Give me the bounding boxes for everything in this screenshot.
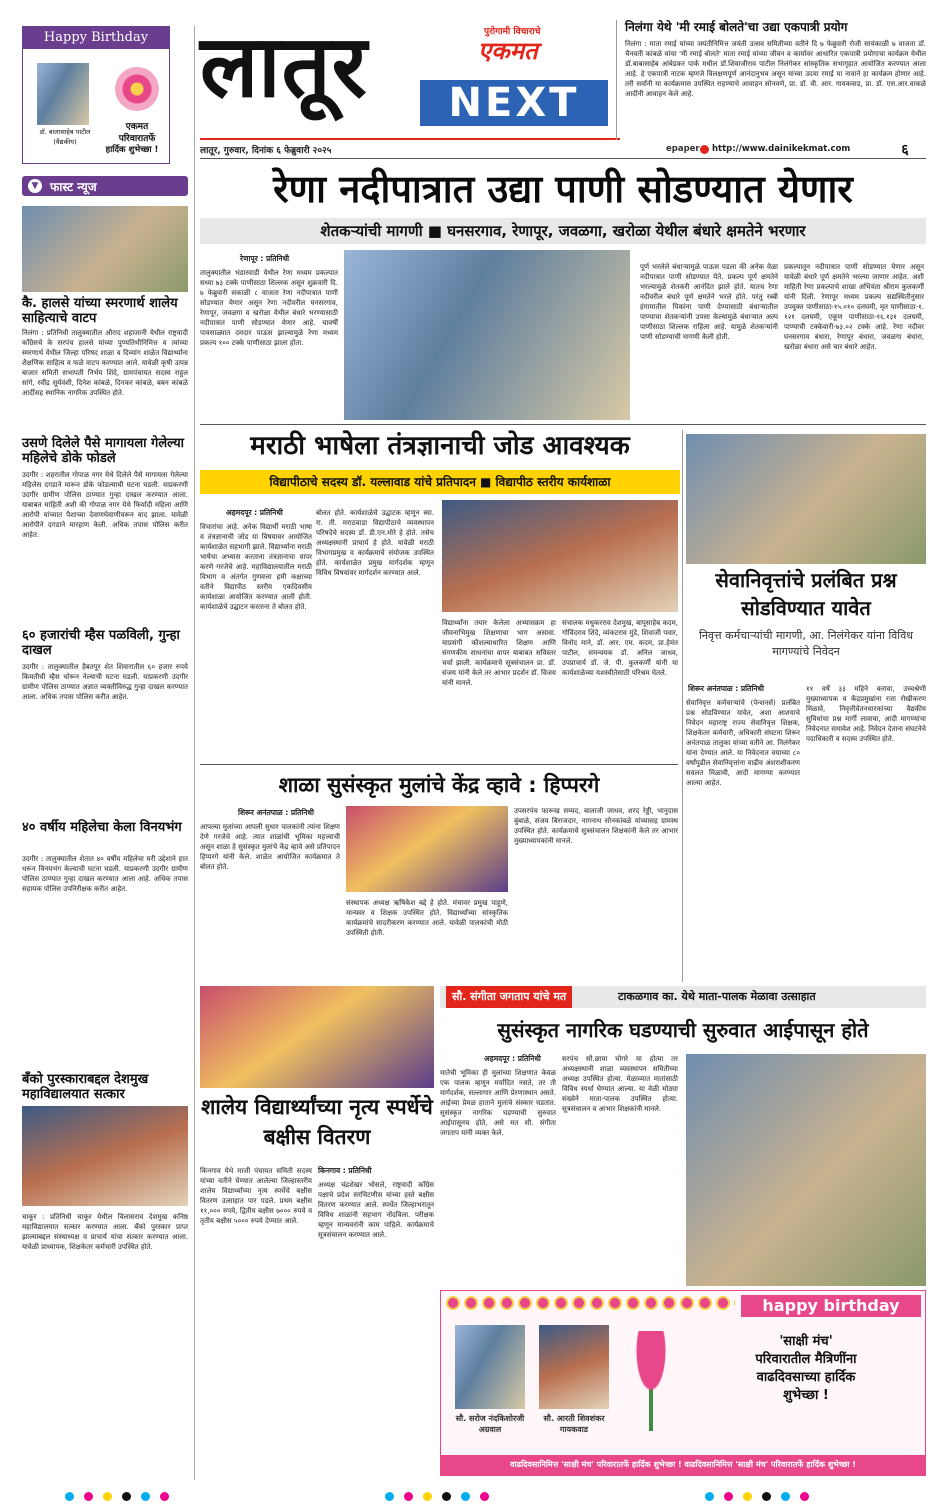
fast-news-title-5: बँको पुरस्काराबद्दल देशमुख महाविद्यालयात सत्कार: [22, 1072, 149, 1102]
lead-body-2: पूर्ण भरलेले बंधाऱ्यामुळे पाऊस पडला की अनेक वेळा नदीपात्रात पाणी सोडण्यात येते. प्रकल्प पूर्ण क्षमतेने भरल्यामुळे शेतकरी आनंदित झाले होते. यातच रेणा नदीवरील बंधारे पूर्ण क्षमतेने भरले होते. परंतु रब्बी हंगामातील पिकांना पाणी देण्यासाठी बंधाऱ्यातील पाण्याचा शेतकऱ्यांनी उपसा केल्यामुळे बंधाऱ्यात अल्प पाणीसाठा शिल्लक राहिला आहे. यामुळे शेतकऱ्यांनी पाणी सोडण्याची मागणी केली होती.: [640, 263, 778, 341]
lead-body-1: तालुक्यातील भंडारवाडी येथील रेणा मध्यम प्रकल्पात सध्या ७३ टक्के पाणीसाठा शिल्लक असून शुक्रवारी दि. ७ फेब्रुवारी सकाळी ८ वाजता रेणा नदीपात्रात पाणी सोडण्यात येणार असून रेणा नदीवरील घनसरगाव, रेणापूर, जवळगा व खरोळा येथील बंधारे भरण्यासाठी नदीपात्रात पाणी सोडण्यात येणार आहे. यावर्षी पावसाळ्यात दमदार पाऊस झाल्यामुळे रेणा मध्यम प्रकल्प १०० टक्के पाणीसाठा झाला होता.: [200, 269, 338, 347]
masthead-brand: एकमत: [478, 37, 538, 65]
mothers-kicker: सौ. संगीता जगताप यांचे मत: [446, 986, 572, 1008]
masthead-next: [420, 80, 608, 126]
sakshi-person-2: सौ. आरती शिवशंकर गायकवाड: [543, 1414, 605, 1434]
fast-news-body-2: उदगीर : शहरातील गोपाळ नगर येथे दिलेले पैसे मागायला गेलेल्या महिलेस दगडाने मारून डोके फोडल्याची घटना घडली. याप्रकरणी उदगीर ग्रामीण पोलिस ठाण्यात गुन्हा दाखल करण्यात आला. याबाबत माहिती अशी की गोपाळ नगर येथे फिर्यादी महिला आणि आरोपी यांच्यात पैशाच्या देवाणघेवाणीवरून वाद झाला. यावेळी आरोपीने दगडाने मारहाण केली. अधिक तपास पोलिस करीत आहेत.: [22, 471, 188, 539]
fast-news-body-4: उदगीर : तालुक्यातील शेतात ४० वर्षीय महिलेचा घरी उद्देशाने हात धरून विनयभंग केल्याची घटना घडली. याप्रकरणी उदगीर ग्रामीण पोलिस ठाण्यात गुन्हा दाखल करण्यात आला आहे. अधिक तपास सहायक पोलिस उपनिरीक्षक करीत आहेत.: [22, 855, 188, 893]
mothers-photo: [686, 1054, 926, 1286]
retirees-headline: सेवानिवृत्तांचे प्रलंबित प्रश्न सोडविण्यात यावेत: [715, 568, 897, 620]
epaper-label: epaper: [666, 144, 700, 154]
fast-news-title-1: कै. हालसे यांच्या स्मरणार्थ शालेय साहित्याचे वाटप: [22, 296, 178, 326]
lead-headline: रेणा नदीपात्रात उद्या पाणी सोडण्यात येणार: [273, 167, 853, 211]
fast-news-title-3: ६० हजारांची म्हैस पळविली, गुन्हा दाखल: [22, 628, 180, 658]
birthday-role: (वैद्यकीय): [53, 138, 77, 146]
marathi-body-2: बोलत होते. कार्यशाळेचे उद्घाटक म्हणून स्वा. रा. ती. मराठवाडा विद्यापीठाचे व्यवस्थापन परिषदेचे सदस्य डॉ. डी.एन.मोरे हे होते. तसेच अध्यक्षस्थानी प्राचार्य हे होते. यावेळी मराठी विभागप्रमुख व कार्यक्रमाचे संयोजक उपस्थित होते. कार्यशाळेत प्रमुख मार्गदर्शक म्हणून विविध विषयांवर मार्गदर्शन करण्यात आले.: [316, 509, 434, 577]
school-byline: शिरूर अनंतपाळ : प्रतिनिधी: [238, 808, 314, 817]
mothers-body-2: सरपंच सौ.छाया घोगरे या होत्या तर अध्यक्षस्थानी शाळा व्यवस्थापन समितीच्या अध्यक्ष उपस्थित होत्या. मेळाव्यात मातांसाठी विविध स्पर्धा घेण्यात आल्या. या वेळी मोठ्या संख्येने माता-पालक उपस्थित होत्या. सूत्रसंचालन व आभार शिक्षकांनी मानले.: [562, 1055, 678, 1113]
masthead-tagline: पुरोगामी विचाराचे: [484, 27, 541, 37]
marathi-byline: अहमदपूर : प्रतिनिधी: [226, 508, 283, 517]
tulip-icon: [621, 1331, 681, 1431]
masthead-rule: [200, 138, 620, 140]
retirees-body-1: सेवानिवृत्त कर्मचाऱ्यांचे (पेन्शनर्स) प्रलंबित प्रश्न सोडविण्यात यावेत, अशा आशयाचे निवेदन महाराष्ट्र राज्य सेवानिवृत्त शिक्षक, शिक्षकेतर कर्मचारी, अधिकारी संघटना शिरूर अनंतपाळ तालुका यांच्या वतीने आ. निलंगेकर यांना देण्यात आले. या निवेदनात वयाच्या ८० वर्षांपुढील सेवानिवृत्तांना वाढीव अंशराशीकरण सवलत मिळावी, आदी मागण्या करण्यात आल्या आहेत.: [686, 699, 800, 787]
sakshi-line4: शुभेच्छा !: [783, 1388, 829, 1403]
marathi-headline: मराठी भाषेला तंत्रज्ञानाची जोड आवश्यक: [250, 431, 630, 461]
sakshi-line3: वाढदिवसाच्या हार्दिक: [756, 1370, 856, 1385]
birthday-wish1: एकमत: [125, 122, 149, 132]
top-right-body: निलंगा : माता रमाई यांच्या जयंतीनिमित्त जयंती उत्सव समितीच्या वतीने दि ७ फेब्रुवारी रोजी सायंकाळी ७ वाजता डॉ. चैनवती कांबळे यांचा 'मी रमाई बोलते' माता रमाई यांच्या जीवन व कार्यावर आधारित एकपात्री प्रयोगाचा कार्यक्रम येथील डॉ.बाबासाहेब आंबेडकर पार्क मधील डॉ.शिवाजीराव पाटील निलंगेकर सांस्कृतिक सभागृहात आयोजित करण्यात आला आहे. हे एकपात्री नाटक म्हणजे विलक्षणपूर्ण आनंदानुभव असून यांच्या उदया रमाई या नावाने हा कार्यक्रम होणार आहे. तरी सर्वांनी या कार्यक्रमास उपस्थित राहण्याचे आवाहन सोनवणे, प्रा. डॉ. वी. आर. गायकवाड, प्रा. डॉ. एस.आर.वाकळे आदींनी आवाहन केले आहे.: [625, 40, 926, 98]
sakshi-manch-box: [440, 1290, 926, 1476]
flower-border-icon: [445, 1295, 735, 1311]
color-registration-bar-mid: [380, 1486, 494, 1505]
birthday-photo: [37, 63, 89, 125]
sidebar-divider: [194, 26, 195, 1480]
fast-news-title-4: ४० वर्षीय महिलेचा केला विनयभंग: [22, 820, 182, 835]
marathi-body-3: विद्यार्थ्यांना तयार केलेला अभ्यासक्रम हा जीवनाभिमुख शिक्षणाचा भाग असावा. याप्रसंगी कौशल्याधारित शिक्षण आणि संगणकीय साधनांचा वापर याबाबत सविस्तर चर्चा झाली. कार्यक्रमाचे सूत्रसंचालन प्रा. डॉ. संजय यांनी केले तर आभार प्रदर्शन डॉ. विजय यांनी मानले.: [442, 619, 556, 687]
dateline: लातूर, गुरुवार, दिनांक ६ फेब्रुवारी २०२५: [200, 146, 332, 156]
birthday-box: [22, 26, 170, 164]
retirees-divider: [682, 430, 683, 982]
dance-headline: शालेय विद्यार्थ्यांच्या नृत्य स्पर्धेचे बक्षीस वितरण: [201, 1095, 433, 1149]
fast-news-body-1: निलंगा : प्रतिनिधी तालुक्यातील औराद शहाजानी येथील राष्ट्रवादी कॉंग्रेसचे के सरपंच हालसे यांच्या पुण्यतिथीनिमित्त व त्यांच्या स्मरणार्थ येथील जिल्हा परिषद शाळा व दिव्यांग शाळेत विद्यार्थ्यांना शैक्षणिक साहित्य व फळे वाटप करण्यात आले. यावेळी कृषी उत्पन्न बाजार समिती सभापती निर्भय शिंदे, ग्रामपंचायत सदस्य राहुल सांगे, रवींद्र सूर्यवंशी, दिनेश कांबळे, दिनकर कांबळे, बबन कांबळे आदींसह स्थानिक नागरिक उपस्थित होते.: [22, 329, 188, 397]
fast-news-heading: फास्ट न्यूज: [50, 180, 97, 194]
sakshi-person-1: सौ. सरोज नंदकिशोरजी अग्रवाल: [455, 1414, 525, 1434]
marathi-deck: विद्यापीठाचे सदस्य डॉ. यल्लावाड यांचे प्रतिपादन ■ विद्यापीठ स्तरीय कार्यशाळा: [200, 470, 680, 494]
flower-icon: [115, 67, 159, 111]
masthead-title: लातूर: [200, 17, 368, 117]
birthday-wish3: हार्दिक शुभेच्छा !: [105, 145, 159, 155]
lead-byline: रेणापूर : प्रतिनिधी: [240, 254, 290, 263]
fast-news-photo-2: [22, 1106, 188, 1206]
school-rule: [200, 764, 678, 765]
header-bottom-rule: [200, 158, 926, 159]
sakshi-photo-1: [455, 1325, 525, 1409]
globe-icon: [700, 145, 709, 154]
dance-body-1: किनगाव येथे माजी पंचायत समिती सदस्य यांच्या वतीने घेण्यात आलेल्या जिल्हास्तरीय शालेय विद्यार्थ्यांच्या नृत्य स्पर्धेचे बक्षीस वितरण उत्साहात पार पडले. प्रथम बक्षीस ११,००० रुपये, द्वितीय बक्षीस ७००० रुपये व तृतीय बक्षीस ५००० रुपये देण्यात आले.: [200, 1167, 312, 1225]
fast-news-title-2: उसणे दिलेले पैसे मागायला गेलेल्या महिलेचे डोके फोडले: [22, 436, 185, 466]
lead-body-3: प्रकल्पातून नदीपात्रात पाणी सोडण्यात येणार असून यावेळी बंधारे पूर्ण क्षमतेने भरल्या जाणार आहेत. अशी माहिती रेणा प्रकल्पाचे शाखा अभियंता श्रीराम कुलकर्णी यांनी दिली. रेणापूर मध्यम प्रकल्प सद्यस्थितीनुसार उपयुक्त पाणीसाठा-१५.०१० दलघमी, मृत पाणीसाठा-१. १२१ दलघमी, एकूण पाणीसाठा-१६.१३१ दलघमी, पाण्याची टक्केवारी-७३.०२ टक्के आहे. रेणा नदीवर घनसरगाव बंधारा, रेणापूर बंधारा, जवळगा बंधारा, खरोळा बंधारा असे चार बंधारे आहेत.: [784, 263, 924, 351]
sakshi-footer: वाढदिवसानिमित्त 'साक्षी मंच' परिवारातर्फे हार्दिक शुभेच्छा ! वाढदिवसानिमित्त 'साक्षी मंच' परिवारातर्फे हार्दिक शुभेच्छा !: [441, 1455, 925, 1475]
sakshi-line1: 'साक्षी मंच': [779, 1334, 833, 1349]
lead-subhead: शेतकऱ्यांची मागणी ■ घनसरगाव, रेणापूर, जवळगा, खरोळा येथील बंधारे क्षमतेने भरणार: [200, 218, 926, 244]
birthday-name: डॉ. बालासाहेब पाटील: [39, 128, 91, 136]
marathi-body-1: विचारांचा आहे. अनेक विद्यार्थी मराठी भाषा व तंत्रज्ञानाची जोड या विषयावर आयोजित कार्यशाळेत सहभागी झाले. विद्यार्थ्यांना मराठी भाषेचा अभ्यास करताना तंत्रज्ञानाचा वापर करणे गरजेचे आहे. महाविद्यालयातील मराठी विभाग व अंतर्गत गुणवत्ता हमी कक्षाच्या वतीने विद्यापीठ स्तरीय एकदिवसीय कार्यशाळा आयोजित करण्यात आली होती. कार्यशाळेचे उद्घाटन करताना ते बोलत होते.: [200, 523, 312, 611]
site-link[interactable]: http://www.dainikekmat.com: [712, 144, 851, 154]
school-body-3: उपसरपंच फारूख सय्यद, बालाजी जाधव, शरद रेड्डी, भानुदास बुंबाळे, संजय बिराजदार, नागनाथ सोनकांबळे यांच्यासह ग्रामस्थ उपस्थित होते. कार्यक्रमाचे सूत्रसंचालन शिक्षकांनी केले तर आभार मुख्याध्यापकांनी मानले.: [514, 807, 678, 845]
top-right-headline: निलंगा येथे 'मी रमाई बोलते'चा उद्या एकपात्री प्रयोग: [625, 20, 848, 34]
masthead-next-label: NEXT: [448, 80, 580, 126]
fast-news-body-3: उदगीर : तालुक्यातील हैबतपूर शेत शिवारातील ६० हजार रुपये किमतीची म्हैस चोरून नेल्याची घटना घडली. याप्रकरणी उदगीर ग्रामीण पोलिस ठाण्यात अज्ञात व्यक्तीविरुद्ध गुन्हा दाखल करण्यात आला. अधिक तपास पोलिस करीत आहेत.: [22, 663, 188, 701]
sakshi-photo-2: [539, 1325, 609, 1409]
mothers-headline: सुसंस्कृत नागरिक घडण्याची सुरुवात आईपासून होते: [497, 1018, 869, 1042]
retirees-byline: शिरूर अनंतपाळ : प्रतिनिधी: [688, 684, 764, 693]
mothers-byline: अहमदपूर : प्रतिनिधी: [484, 1054, 541, 1063]
lead-bottom-rule: [200, 424, 926, 425]
dance-photo: [200, 986, 434, 1088]
page-number: ६: [901, 142, 909, 158]
school-photo: [346, 806, 508, 892]
retirees-body-2: ११ वर्षे ३३ महिने करावा, उच्चश्रेणी मुख्याध्यापक व केंद्रप्रमुखांना रजा रोखीकरण मिळावे, निवृत्तीवेतनधारकांच्या वैद्यकीय सुविधांचा प्रश्न मार्गी लावावा, आदी मागण्यांचा निवेदनात समावेश आहे. निवेदन देताना संघटनेचे पदाधिकारी व सदस्य उपस्थित होते.: [806, 685, 926, 743]
sakshi-line2: परिवारातील मैत्रिणींना: [755, 1352, 857, 1367]
color-registration-bar-right: [700, 1486, 814, 1505]
dance-byline: किनगाव : प्रतिनिधी: [318, 1166, 372, 1175]
retirees-deck: निवृत्त कर्मचाऱ्यांची मागणी, आ. निलंगेकर यांना विविध मागण्यांचे निवेदन: [698, 629, 914, 658]
birthday-heading: Happy Birthday: [23, 27, 169, 49]
chevron-down-icon: ▼: [28, 179, 42, 193]
mothers-kicker2: टाकळगाव का. येथे माता-पालक मेळावा उत्साहात: [618, 990, 816, 1003]
school-body-1: आपल्या मुलांच्या आपली सुधार पालकांनी त्यांना शिक्षण देणे गरजेचे आहे. त्यात शाळांची भूमिका महत्त्वाची असून शाळा हे सुसंस्कृत मुलांचे केंद्र व्हावे असे प्रतिपादन हिप्परगे यांनी केले. शाळेत आयोजित कार्यक्रमात ते बोलत होते.: [200, 823, 340, 871]
retirees-photo: [686, 434, 926, 564]
birthday-wish2: परिवारातर्फे: [118, 134, 156, 144]
lead-photo-river: [344, 250, 630, 420]
sakshi-heading: happy birthday: [741, 1295, 921, 1317]
school-body-2: संस्थापक अध्यक्ष ऋषिकेश बद्दे हे होते. मंचावर प्रमुख पाहुणे, मान्यवर व शिक्षक उपस्थित होते. विद्यार्थ्यांच्या सांस्कृतिक कार्यक्रमांचे सादरीकरण करण्यात आले. यावेळी पालकांची मोठी उपस्थिती होती.: [346, 899, 508, 937]
marathi-body-4: संचालक मधुकरराव देशमुख, बापूसाहेब कदम, गोविंदराव शिंदे, व्यंकटराव मुंडे, शिवाजी पवार, विनोद माने, डॉ. आर. एम. कदम, प्रा.हेमंत पाटील, समन्वयक डॉ. अनिल जाधव, उपप्राचार्य डॉ. जे. पी. कुलकर्णी यांनी या कार्यशाळेच्या यशस्वीतेसाठी परिश्रम घेतले.: [562, 619, 678, 677]
fast-news-body-5: चाकूर : प्रतिनिधी चाकूर येथील विलासराव देशमुख कनिष्ठ महाविद्यालयात सत्कार करण्यात आला. बँको पुरस्कार प्राप्त झाल्याबद्दल संस्थाध्यक्ष व प्राचार्य यांचा सत्कार करण्यात आला. यावेळी प्राध्यापक, शिक्षकेतर कर्मचारी उपस्थित होते.: [22, 1213, 188, 1251]
fast-news-photo-1: [22, 206, 188, 292]
marathi-photo: [442, 500, 678, 612]
school-headline: शाळा सुसंस्कृत मुलांचे केंद्र व्हावे : हिप्परगे: [278, 773, 600, 797]
dance-body-2: अध्यक्ष चंद्रशेखर भोसले, राष्ट्रवादी कॉंग्रेस पक्षाचे प्रदेश सरचिटणीस यांच्या हस्ते बक्षीस वितरण करण्यात आले. स्पर्धेत जिल्हाभरातून विविध शाळांनी सहभाग नोंदविला. परीक्षक म्हणून मान्यवरांनी काम पाहिले. कार्यक्रमाचे सूत्रसंचालन करण्यात आले.: [318, 1181, 434, 1239]
fast-news-header: [22, 176, 188, 196]
top-right-box: [616, 20, 926, 140]
color-registration-bar-left: [60, 1486, 174, 1505]
mothers-body-1: मातेची भूमिका ही मुलांच्या शिक्षणात केवळ एक पालक म्हणून मर्यादित नसते, तर ती मार्गदर्शक, सल्लागार आणि प्रेरणास्थान असते. आईच्या प्रेमळ हाताने मुलांचे संस्कार घडतात. सुसंस्कृत नागरिक घडण्याची सुरुवात आईपासूनच होते, असे मत सौ. संगीता जगताप यांनी व्यक्त केले.: [440, 1069, 556, 1137]
